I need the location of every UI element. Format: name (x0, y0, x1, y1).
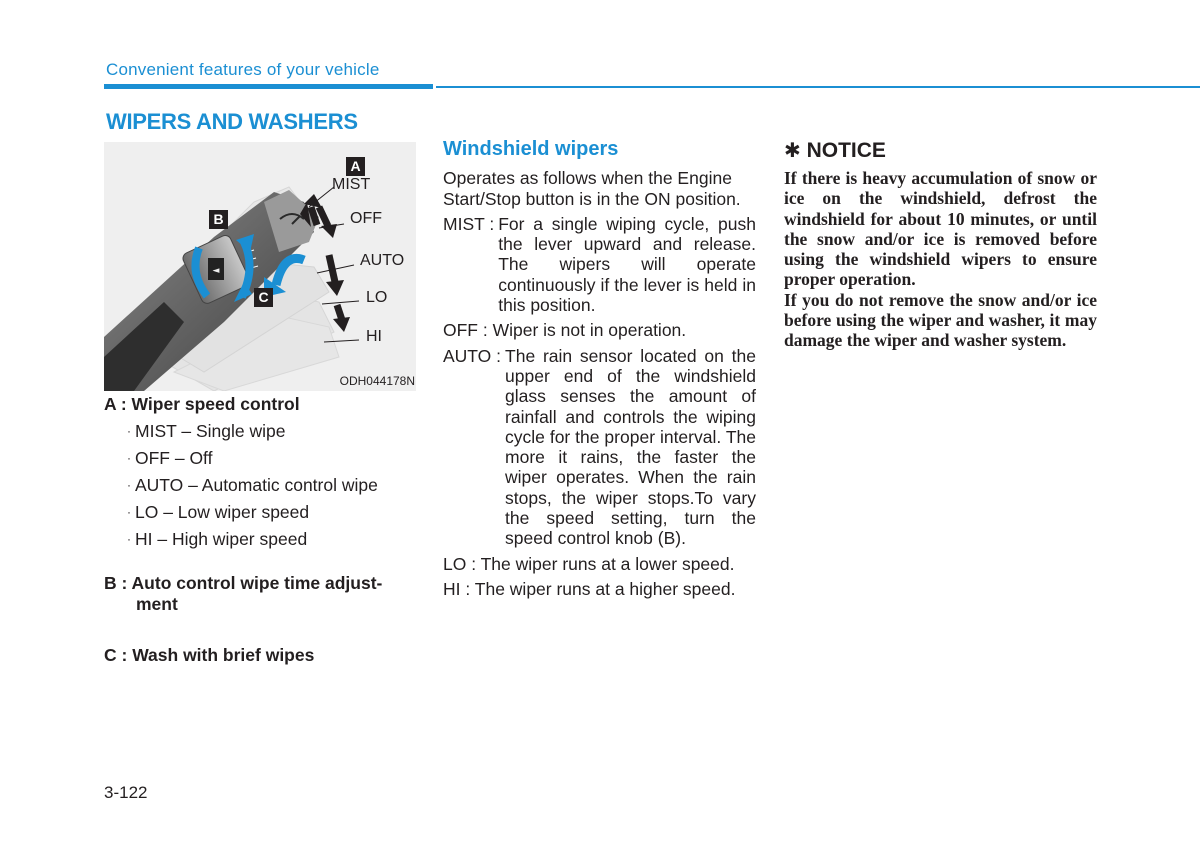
notice-star-icon: ✱ (784, 140, 801, 162)
legend-a-heading: A : Wiper speed control (104, 394, 300, 414)
hi-entry: HI : The wiper runs at a higher speed. (443, 578, 736, 599)
header-rule-thin (436, 86, 1200, 88)
notice-paragraph-2: If you do not remove the snow and/or ice before using the wiper and washer, it may damage the wiper and washer system. (784, 289, 1097, 351)
figure-label-mist: MIST (332, 176, 371, 193)
figure-code: ODH044178N (339, 374, 415, 388)
windshield-wipers-section (443, 139, 756, 599)
mist-term: MIST : (443, 213, 495, 234)
page-number: 3-122 (104, 783, 148, 802)
figure-label-lo: LO (366, 289, 388, 306)
running-header: Convenient features of your vehicle (106, 60, 380, 79)
windshield-wipers-title: Windshield wipers (443, 138, 619, 160)
header-rule-thick (104, 84, 433, 89)
figure-label-off: OFF (350, 210, 382, 227)
auto-term: AUTO : (443, 345, 502, 366)
legend-a-item: · HI – High wiper speed (127, 529, 308, 549)
notice-title: NOTICE (806, 139, 886, 162)
wipers-intro: Operates as follows when the Engine Start/Stop button is in the ON position. (443, 168, 741, 209)
legend-a-item: · LO – Low wiper speed (127, 502, 310, 522)
figure-badge-c: C (254, 288, 273, 307)
legend-a-item: · MIST – Single wipe (127, 421, 286, 441)
legend-b-heading-cont: ment (136, 594, 178, 614)
mist-description: For a single wiping cycle, push the lever upward and release. The wipers will operate continuously if the lever is held in this position. (498, 213, 756, 316)
notice-heading (784, 138, 1097, 163)
wiper-lever-figure (104, 142, 416, 391)
svg-text:◄: ◄ (212, 266, 220, 276)
legend-b (104, 573, 424, 615)
lo-entry: LO : The wiper runs at a lower speed. (443, 553, 735, 574)
legend-b-heading: B : Auto control wipe time adjust- (104, 573, 383, 593)
auto-description: The rain sensor located on the upper end of the windshield glass senses the amount of rainfall and controls the wiping cycle for the proper interval. The more it rains, the faster the wiper operates. When the rain stops, the wiper stops.To vary the speed setting, turn the speed control knob (B). (505, 345, 756, 549)
figure-label-hi: HI (366, 328, 382, 345)
auto-entry (443, 346, 756, 549)
legend-c-heading: C : Wash with brief wipes (104, 645, 315, 665)
off-entry: OFF : Wiper is not in operation. (443, 320, 687, 341)
mist-entry (443, 214, 756, 315)
legend-a-item: · OFF – Off (127, 448, 213, 468)
legend-a-item: · AUTO – Automatic control wipe (127, 475, 378, 495)
figure-badge-a: A (346, 157, 365, 176)
notice-paragraph-1: If there is heavy accumulation of snow or ice on the windshield, defrost the windshield for about 10 minutes, or until the snow and/or ice is removed before using the windshield wipers to ensure proper operation. (784, 168, 1097, 290)
legend-a (104, 394, 424, 550)
section-title: WIPERS AND WASHERS (106, 109, 358, 134)
figure-badge-b: B (209, 210, 228, 229)
figure-label-auto: AUTO (360, 252, 405, 269)
notice-box (784, 138, 1097, 351)
